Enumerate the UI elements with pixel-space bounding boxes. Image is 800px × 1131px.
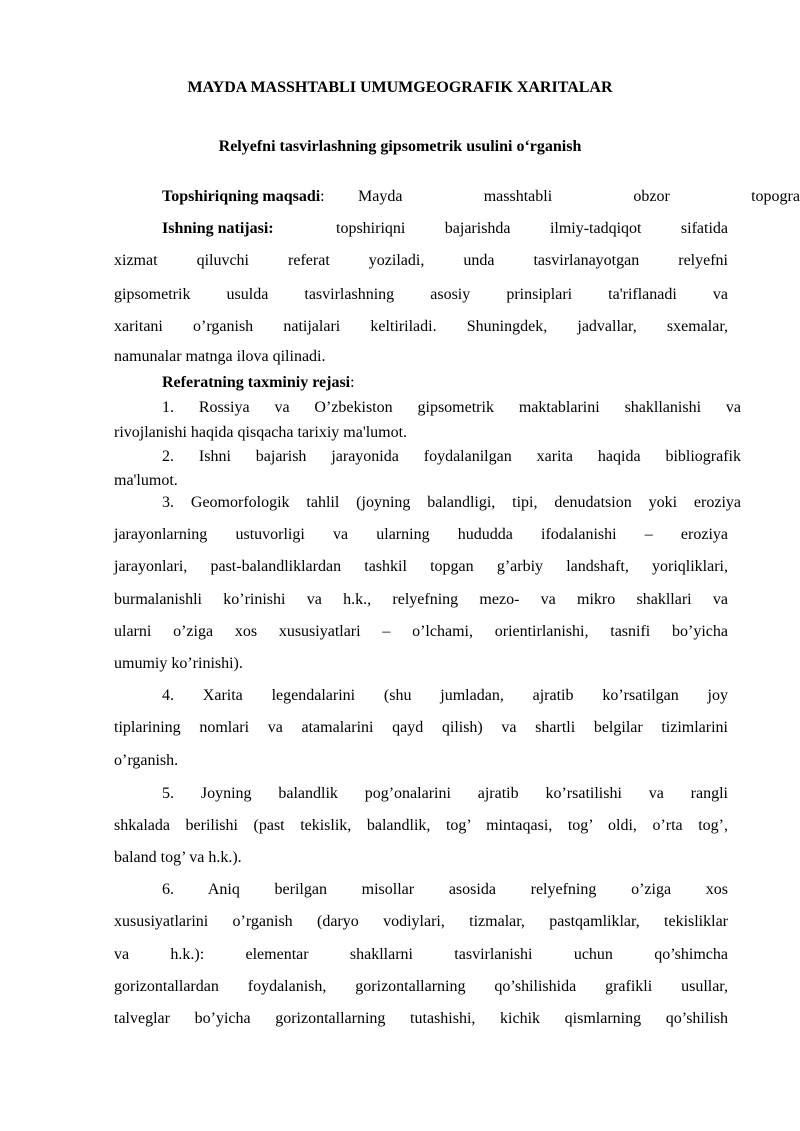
- plan-item: 6. Aniq berilgan misollar asosida relyefning o’ziga xos: [162, 881, 728, 898]
- plan-item: 3. Geomorfologik tahlil (joyning balandligi, tipi, denudatsion yoki eroziya: [162, 494, 741, 511]
- document-title: MAYDA MASSHTABLI UMUMGEOGRAFIK XARITALAR: [187, 79, 613, 96]
- plan-item-line: umumiy ko’rinishi).: [114, 655, 243, 672]
- plan-item-line: xususiyatlarini o’rganish (daryo vodiylari, tizmalar, pastqamliklar, tekisliklar: [114, 913, 728, 930]
- result-line: namunalar matnga ilova qilinadi.: [114, 348, 326, 365]
- goal-text: Mayda masshtabli obzor topogra: [358, 188, 800, 205]
- result-paragraph: [162, 219, 728, 239]
- result-line: gipsometrik usulda tasvirlashning asosiy prinsiplari ta'riflanadi va: [114, 286, 728, 303]
- plan-item-line: va h.k.): elementar shakllarni tasvirlanishi uchun qo’shimcha: [114, 946, 728, 963]
- plan-item-line: o’rganish.: [114, 752, 179, 769]
- plan-item-line: shkalada berilishi (past tekislik, balandlik, tog’ mintaqasi, tog’ oldi, o’rta tog’,: [114, 817, 728, 834]
- plan-item-line: baland tog’ va h.k.).: [114, 849, 242, 866]
- plan-item: 2. Ishni bajarish jarayonida foydalanilgan xarita haqida bibliografik: [162, 448, 741, 465]
- plan-item: 1. Rossiya va O’zbekiston gipsometrik maktablarini shakllanishi va: [162, 399, 741, 416]
- result-label: Ishning natijasi:: [162, 220, 274, 237]
- plan-item-line: rivojlanishi haqida qisqacha tarixiy ma'lumot.: [114, 424, 408, 441]
- plan-item-line: gorizontallardan foydalanish, gorizontallarning qo’shilishida grafikli usullar,: [114, 978, 728, 995]
- plan-heading: Referatning taxminiy rejasi:: [162, 374, 355, 391]
- plan-item-line: ma'lumot.: [114, 472, 178, 489]
- plan-item-line: burmalanishli ko’rinishi va h.k., relyefning mezo- va mikro shakllari va: [114, 591, 728, 608]
- result-line: xizmat qiluvchi referat yoziladi, unda tasvirlanayotgan relyefni: [114, 252, 728, 269]
- plan-item: 5. Joyning balandlik pog’onalarini ajratib ko’rsatilishi va rangli: [162, 785, 728, 802]
- goal-label: Topshiriqning maqsadi: [162, 188, 321, 205]
- plan-item-line: jarayonlarning ustuvorligi va ularning hududda ifodalanishi – eroziya: [114, 526, 728, 543]
- plan-item: 4. Xarita legendalarini (shu jumladan, ajratib ko’rsatilgan joy: [162, 687, 728, 704]
- plan-item-line: talveglar bo’yicha gorizontallarning tutashishi, kichik qismlarning qo’shilish: [114, 1010, 728, 1027]
- goal-paragraph: Topshiriqning maqsadi: Mayda masshtabli obzor topogra: [162, 188, 800, 205]
- plan-item-line: ularni o’ziga xos xususiyatlari – o’lchami, orientirlanishi, tasnifi bo’yicha: [114, 623, 728, 640]
- plan-item-line: jarayonlari, past-balandliklardan tashkil topgan g’arbiy landshaft, yoriqliklari,: [114, 558, 728, 575]
- result-line: topshiriqni bajarishda ilmiy-tadqiqot sifatida: [336, 220, 728, 237]
- plan-item-line: tiplarining nomlari va atamalarini qayd qilish) va shartli belgilar tizimlarini: [114, 719, 728, 736]
- result-line: xaritani o’rganish natijalari keltiriladi. Shuningdek, jadvallar, sxemalar,: [114, 318, 728, 335]
- document-subtitle: Relyefni tasvirlashning gipsometrik usulini o‘rganish: [218, 138, 582, 155]
